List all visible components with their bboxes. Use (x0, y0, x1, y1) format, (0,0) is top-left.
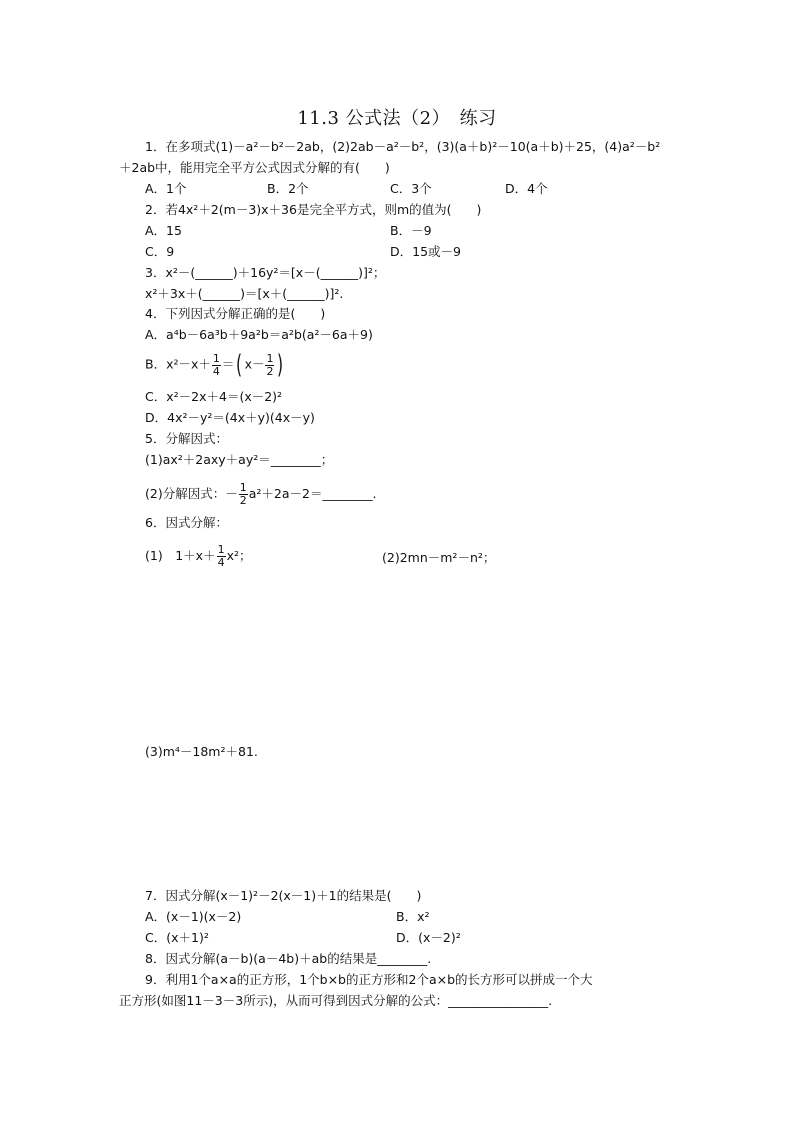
question-5-part-2 (145, 482, 376, 507)
fraction-denominator: 4 (212, 364, 220, 378)
part-2-suffix: a²＋2a－2＝________. (248, 486, 377, 501)
fraction-denominator: 2 (266, 364, 274, 378)
question-4-stem: 4．下列因式分解正确的是( ) (145, 306, 326, 321)
fraction-denominator: 2 (239, 494, 247, 507)
question-2-option-d: D．15或－9 (390, 244, 461, 259)
question-4-option-d: D．4x²－y²＝(4x＋y)(4x－y) (145, 410, 315, 425)
question-1-option-b: B．2个 (267, 181, 309, 196)
option-b-equals: ＝ (221, 356, 235, 372)
question-7-stem: 7．因式分解(x－1)²－2(x－1)＋1的结果是( ) (145, 888, 422, 903)
fraction-one-half (265, 353, 274, 378)
question-3-line-2: x²＋3x＋(______)＝[x＋(______)]². (145, 286, 344, 301)
option-b-prefix: B．x²－x＋ (145, 356, 211, 372)
part-2-prefix: (2)分解因式：－ (145, 486, 238, 501)
question-7-option-b: B．x² (396, 909, 430, 924)
question-1-option-a: A．1个 (145, 181, 187, 196)
fraction-denominator: 4 (217, 556, 225, 569)
page-title: 11.3 公式法（2） 练习 (297, 108, 497, 129)
question-4-option-b (145, 352, 286, 378)
left-paren-icon: ( (236, 350, 243, 380)
question-8-stem: 8．因式分解(a－b)(a－4b)＋ab的结果是________. (145, 951, 432, 966)
question-6-stem: 6．因式分解： (145, 515, 228, 530)
question-1-line-1: 1．在多项式(1)－a²－b²－2ab，(2)2ab－a²－b²，(3)(a＋b)²－10(a＋b)＋25，(4)a²－b² (145, 139, 661, 154)
question-4-option-a: A．a⁴b－6a³b＋9a²b＝a²b(a²－6a＋9) (145, 327, 373, 342)
right-paren-icon: ) (277, 350, 284, 380)
question-1-line-2: ＋2ab中，能用完全平方公式因式分解的有( ) (119, 160, 390, 175)
question-1-option-d: D．4个 (505, 181, 548, 196)
question-2-stem: 2．若4x²＋2(m－3)x＋36是完全平方式，则m的值为( ) (145, 202, 482, 217)
question-3-line-1: 3．x²－(______)＋16y²＝[x－(______)]²； (145, 265, 386, 280)
question-7-option-c: C．(x＋1)² (145, 930, 209, 945)
question-1-option-c: C．3个 (390, 181, 432, 196)
fraction-numerator: 1 (239, 481, 247, 494)
option-b-inner: x－ (244, 356, 265, 372)
question-9-line-1: 9．利用1个a×a的正方形，1个b×b的正方形和2个a×b的长方形可以拼成一个大 (145, 972, 593, 987)
question-5-part-1: (1)ax²＋2axy＋ay²＝________； (145, 452, 334, 467)
question-2-option-c: C．9 (145, 244, 175, 259)
question-5-stem: 5．分解因式： (145, 431, 228, 446)
part-1-prefix: (1) 1＋x＋ (145, 548, 216, 563)
fraction-numerator: 1 (212, 351, 220, 365)
fraction-numerator: 1 (266, 351, 274, 365)
fraction-one-half (239, 482, 248, 507)
question-6-part-2: (2)2mn－m²－n²； (382, 550, 496, 565)
fraction-one-quarter (212, 353, 221, 378)
question-9-line-2: 正方形(如图11－3－3所示)，从而可得到因式分解的公式：________________. (119, 993, 553, 1008)
question-6-part-3: (3)m⁴－18m²＋81. (145, 744, 258, 759)
question-2-option-a: A．15 (145, 223, 182, 238)
question-7-option-d: D．(x－2)² (396, 930, 461, 945)
fraction-one-quarter (217, 544, 226, 569)
question-7-option-a: A．(x－1)(x－2) (145, 909, 242, 924)
question-2-option-b: B．－9 (390, 223, 432, 238)
fraction-numerator: 1 (217, 543, 225, 556)
question-6-part-1 (145, 544, 251, 569)
question-4-option-c: C．x²－2x＋4＝(x－2)² (145, 389, 283, 404)
part-1-suffix: x²； (226, 548, 252, 563)
